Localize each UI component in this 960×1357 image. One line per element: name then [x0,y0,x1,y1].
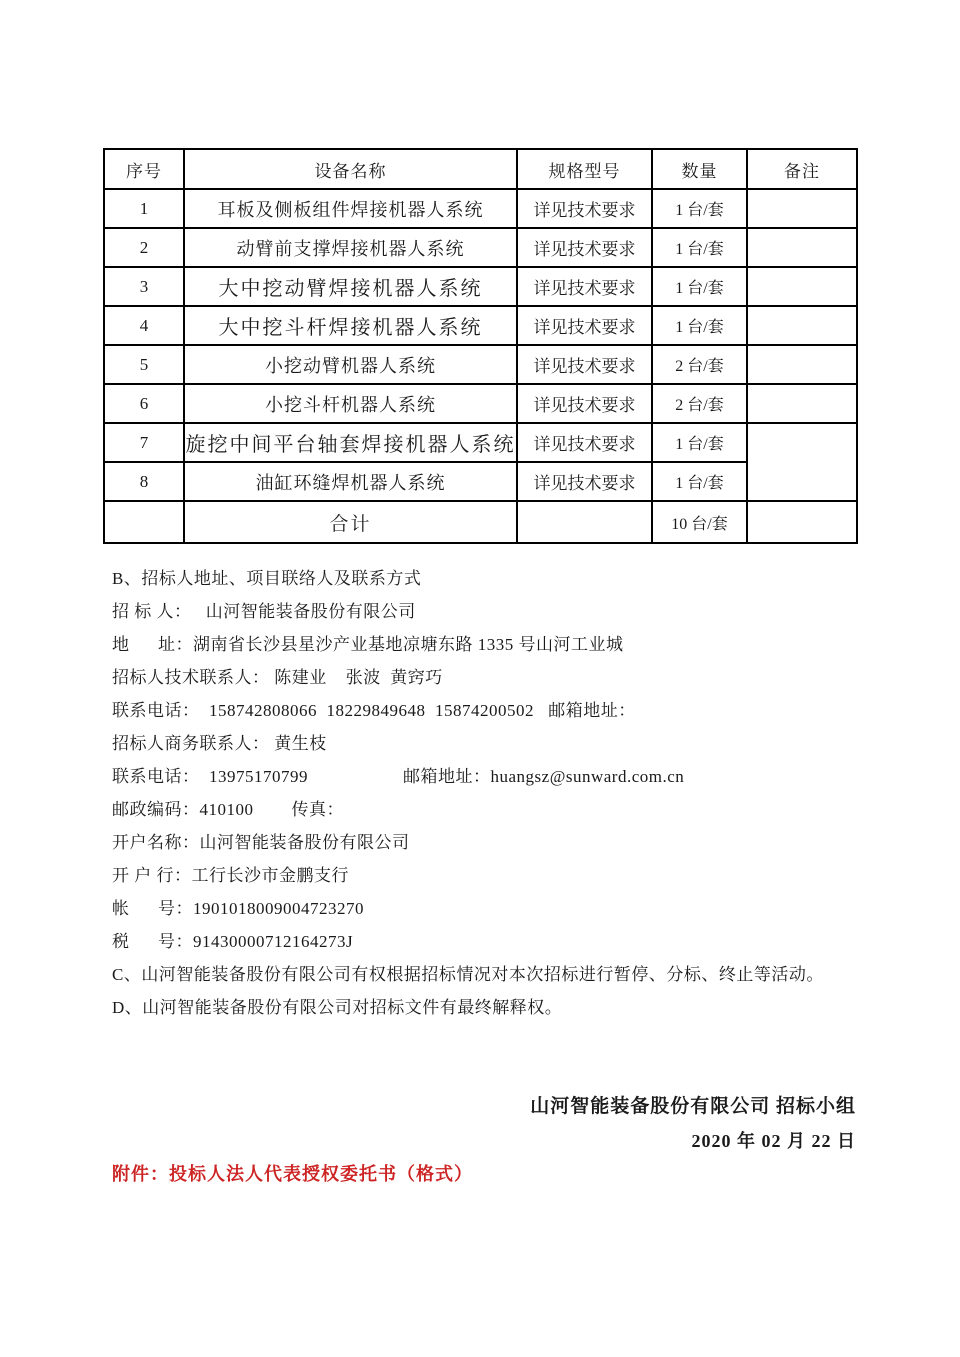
cell-equipment-name: 大中挖斗杆焊接机器人系统 [184,306,517,345]
table-row [104,267,857,306]
cell-quantity: 1 台/套 [652,462,747,501]
table-header-row [104,149,857,189]
total-remark-empty [747,501,857,543]
table-row [104,423,857,462]
account-number-line: 帐 号：1901018009004723270 [112,899,364,918]
cell-spec: 详见技术要求 [517,228,652,267]
total-quantity: 10 台/套 [652,501,747,543]
cell-equipment-name: 动臂前支撑焊接机器人系统 [184,228,517,267]
cell-quantity: 2 台/套 [652,384,747,423]
header-serial: 序号 [104,149,184,189]
cell-equipment-name: 旋挖中间平台轴套焊接机器人系统 [184,423,517,462]
header-equipment-name: 设备名称 [184,149,517,189]
postal-fax-line: 邮政编码：410100 传真： [112,800,344,819]
date-line: 2020 年 02 月 22 日 [691,1131,856,1151]
header-quantity: 数量 [652,149,747,189]
table-row [104,462,857,501]
cell-remark [747,228,857,267]
tech-phone-line: 联系电话： 158742808066 18229849648 15874200502 邮箱地址： [112,701,636,720]
cell-serial: 8 [104,462,184,501]
cell-remark [747,384,857,423]
cell-serial: 7 [104,423,184,462]
cell-remark [747,345,857,384]
equipment-table [103,148,858,544]
cell-remark-merged [747,423,857,501]
header-spec-model: 规格型号 [517,149,652,189]
table-row [104,384,857,423]
section-d-line: D、山河智能装备股份有限公司对招标文件有最终解释权。 [112,998,563,1017]
cell-quantity: 1 台/套 [652,189,747,228]
header-remark: 备注 [747,149,857,189]
cell-spec: 详见技术要求 [517,306,652,345]
cell-remark [747,189,857,228]
cell-equipment-name: 小挖动臂机器人系统 [184,345,517,384]
cell-quantity: 2 台/套 [652,345,747,384]
cell-quantity: 1 台/套 [652,228,747,267]
cell-serial: 2 [104,228,184,267]
cell-quantity: 1 台/套 [652,306,747,345]
table-row [104,189,857,228]
cell-quantity: 1 台/套 [652,423,747,462]
cell-serial: 4 [104,306,184,345]
attachment-note: 附件：投标人法人代表授权委托书（格式） [112,1164,473,1184]
cell-equipment-name: 小挖斗杆机器人系统 [184,384,517,423]
tech-contacts-line: 招标人技术联系人： 陈建业 张波 黄窍巧 [112,668,443,687]
bank-line: 开 户 行：工行长沙市金鹏支行 [112,866,349,885]
business-contact-line: 招标人商务联系人： 黄生枝 [112,734,327,753]
cell-serial: 5 [104,345,184,384]
signature-block [103,1090,856,1159]
table-row [104,228,857,267]
cell-equipment-name: 耳板及侧板组件焊接机器人系统 [184,189,517,228]
cell-equipment-name: 油缸环缝焊机器人系统 [184,462,517,501]
tax-number-line: 税 号：91430000712164273J [112,932,354,951]
total-label: 合计 [184,501,517,543]
section-c-line: C、山河智能装备股份有限公司有权根据招标情况对本次招标进行暂停、分标、终止等活动。 [112,965,824,984]
tenderer-line: 招 标 人： 山河智能装备股份有限公司 [112,602,416,621]
cell-serial: 3 [104,267,184,306]
cell-serial: 6 [104,384,184,423]
section-b-heading: B、招标人地址、项目联络人及联系方式 [112,569,422,588]
total-row [104,501,857,543]
business-phone-email-line: 联系电话： 13975170799 邮箱地址：huangsz@sunward.com.cn [112,767,685,786]
cell-spec: 详见技术要求 [517,189,652,228]
cell-quantity: 1 台/套 [652,267,747,306]
account-name-line: 开户名称：山河智能装备股份有限公司 [112,833,410,852]
contact-section [112,562,872,1024]
total-spec-empty [517,501,652,543]
cell-remark [747,267,857,306]
cell-spec: 详见技术要求 [517,462,652,501]
cell-spec: 详见技术要求 [517,267,652,306]
address-line: 地 址：湖南省长沙县星沙产业基地凉塘东路 1335 号山河工业城 [112,635,624,654]
signature-line: 山河智能装备股份有限公司 招标小组 [530,1096,856,1117]
total-serial-empty [104,501,184,543]
cell-remark [747,306,857,345]
cell-spec: 详见技术要求 [517,423,652,462]
cell-serial: 1 [104,189,184,228]
cell-spec: 详见技术要求 [517,345,652,384]
cell-spec: 详见技术要求 [517,384,652,423]
cell-equipment-name: 大中挖动臂焊接机器人系统 [184,267,517,306]
table-row [104,306,857,345]
table-row [104,345,857,384]
